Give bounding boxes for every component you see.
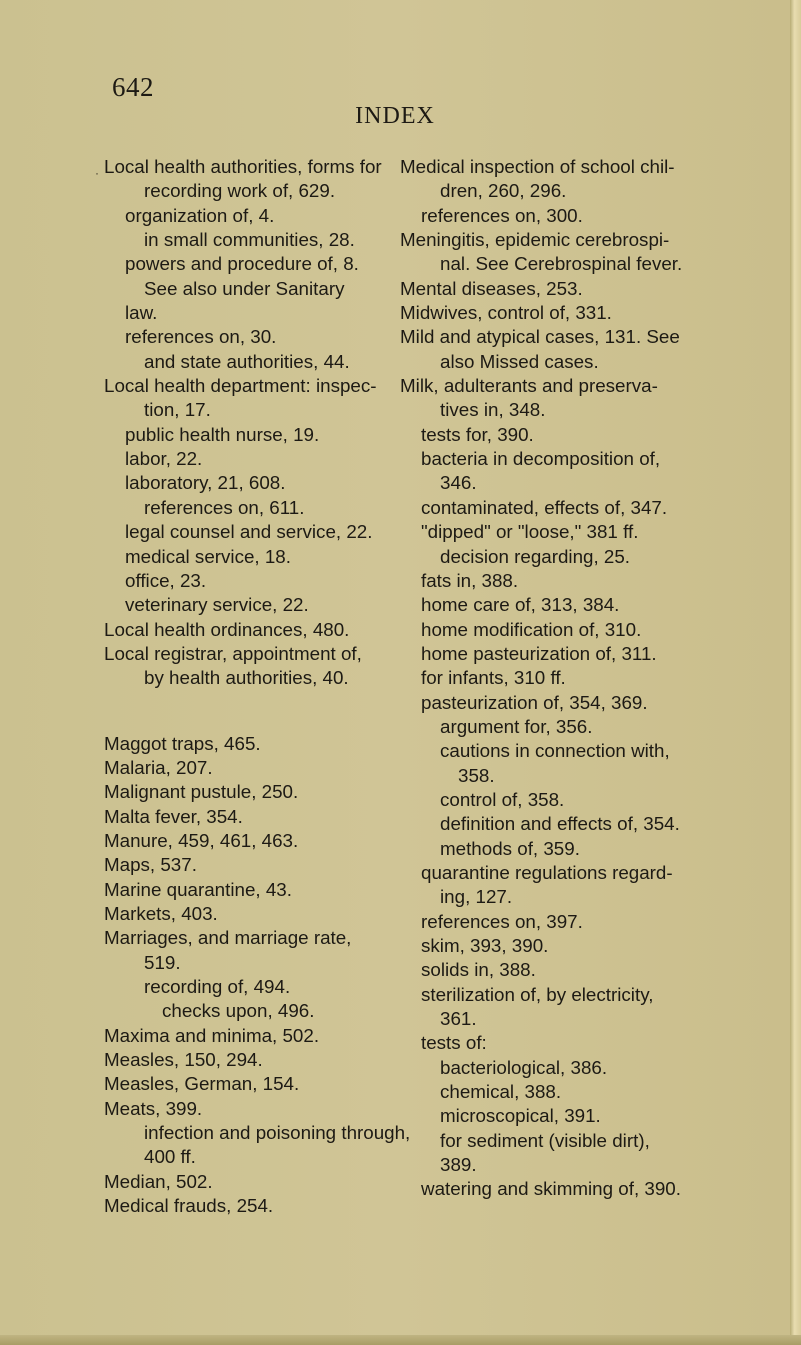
index-entry: Meningitis, epidemic cerebrospi- — [400, 229, 670, 251]
index-subentry: 389. — [440, 1154, 477, 1176]
index-subentry: sterilization of, by electricity, — [421, 983, 654, 1005]
index-subentry: decision regarding, 25. — [440, 545, 631, 567]
index-entry: Midwives, control of, 331. — [400, 302, 612, 324]
index-subentry: labor, 22. — [125, 448, 203, 470]
index-subentry: and state authorities, 44. — [144, 350, 350, 372]
index-subentry: fats in, 388. — [421, 569, 519, 591]
left-column — [104, 155, 411, 1218]
index-entry: Local health ordinances, 480. — [104, 618, 350, 640]
index-subentry: organization of, 4. — [125, 204, 275, 226]
index-entry: Medical inspection of school chil- — [400, 156, 675, 177]
index-subentry: quarantine regulations regard- — [421, 861, 673, 883]
index-subentry: skim, 393, 390. — [421, 935, 549, 956]
margin-mark: · — [95, 166, 99, 180]
index-entry: Marriages, and marriage rate, — [104, 927, 352, 949]
index-entry: Meats, 399. — [104, 1097, 203, 1119]
index-subentry: 358. — [458, 764, 495, 786]
index-subentry: microscopical, 391. — [440, 1105, 601, 1127]
index-subentry: laboratory, 21, 608. — [125, 472, 286, 494]
index-entry: Mental diseases, 253. — [400, 277, 583, 299]
index-subentry: powers and procedure of, 8. — [125, 253, 359, 275]
index-entry: Measles, 150, 294. — [104, 1049, 263, 1071]
index-subentry: pasteurization of, 354, 369. — [421, 691, 648, 713]
index-entry: Local health department: inspec- — [104, 375, 377, 397]
index-entry: Malaria, 207. — [104, 756, 213, 778]
page-number: 642 — [112, 72, 154, 102]
index-subentry: by health authorities, 40. — [144, 667, 349, 689]
index-entry: Measles, German, 154. — [104, 1073, 300, 1095]
index-subentry: 400 ff. — [144, 1146, 196, 1168]
index-entry: Local health authorities, forms for — [104, 156, 382, 177]
right-column — [400, 155, 695, 1202]
index-subentry: See also under Sanitary — [144, 277, 345, 299]
index-subentry: public health nurse, 19. — [125, 423, 320, 445]
index-entry: Malta fever, 354. — [104, 805, 243, 827]
index-subentry: 519. — [144, 951, 181, 973]
index-subentry: "dipped" or "loose," 381 ff. — [421, 521, 639, 543]
index-subentry: dren, 260, 296. — [440, 180, 567, 202]
index-subentry: home care of, 313, 384. — [421, 594, 620, 616]
index-subentry: references on, 30. — [125, 326, 277, 348]
index-entry: Median, 502. — [104, 1170, 213, 1192]
index-subentry: for infants, 310 ff. — [421, 667, 566, 689]
index-subentry: home modification of, 310. — [421, 618, 642, 640]
index-subentry: contaminated, effects of, 347. — [421, 496, 668, 518]
index-subentry: tion, 17. — [144, 399, 211, 421]
index-subentry: recording work of, 629. — [144, 180, 336, 202]
index-entry: Marine quarantine, 43. — [104, 878, 292, 900]
page-heading: INDEX — [355, 103, 435, 129]
index-subentry: veterinary service, 22. — [125, 594, 309, 616]
index-subentry: law. — [125, 302, 158, 324]
index-subentry: definition and effects of, 354. — [440, 813, 680, 835]
index-subentry: tests of: — [421, 1032, 487, 1054]
index-subentry: references on, 300. — [421, 204, 583, 226]
index-subentry: ing, 127. — [440, 886, 513, 908]
index-subentry: home pasteurization of, 311. — [421, 642, 657, 664]
index-subentry: control of, 358. — [440, 788, 565, 810]
index-subentry: tests for, 390. — [421, 423, 534, 445]
index-subentry: also Missed cases. — [440, 350, 599, 372]
index-entry: Markets, 403. — [104, 902, 218, 924]
index-entry: Maxima and minima, 502. — [104, 1024, 320, 1046]
page-edge — [790, 0, 801, 1345]
index-subentry: references on, 611. — [144, 496, 305, 518]
index-entry: Manure, 459, 461, 463. — [104, 829, 299, 851]
index-subentry: nal. See Cerebrospinal fever. — [440, 253, 683, 275]
index-subentry: legal counsel and service, 22. — [125, 521, 373, 543]
index-subentry: 346. — [440, 472, 477, 494]
index-subentry: checks upon, 496. — [162, 1000, 315, 1022]
index-entry: Malignant pustule, 250. — [104, 781, 299, 803]
index-subentry: 361. — [440, 1008, 477, 1030]
index-entry: Local registrar, appointment of, — [104, 642, 362, 664]
index-entry: Milk, adulterants and preserva- — [400, 375, 658, 397]
index-entry: Mild and atypical cases, 131. See — [400, 326, 680, 348]
index-subentry: medical service, 18. — [125, 545, 291, 567]
index-subentry: recording of, 494. — [144, 976, 291, 997]
index-subentry: solids in, 388. — [421, 959, 536, 981]
index-subentry: for sediment (visible dirt), — [440, 1129, 650, 1151]
index-subentry: tives in, 348. — [440, 399, 546, 421]
index-subentry: chemical, 388. — [440, 1081, 562, 1103]
index-subentry: infection and poisoning through, — [144, 1122, 411, 1144]
index-subentry: references on, 397. — [421, 910, 583, 932]
page-bottom-edge — [0, 1335, 801, 1345]
index-entry: Maps, 537. — [104, 854, 197, 876]
index-entry: Medical frauds, 254. — [104, 1195, 274, 1217]
index-subentry: in small communities, 28. — [144, 229, 355, 251]
section-gap — [104, 691, 394, 732]
index-entry: Maggot traps, 465. — [104, 732, 261, 754]
index-subentry: bacteria in decomposition of, — [421, 448, 661, 470]
index-subentry: cautions in connection with, — [440, 740, 670, 762]
index-subentry: office, 23. — [125, 569, 207, 591]
index-subentry: bacteriological, 386. — [440, 1056, 608, 1078]
index-subentry: methods of, 359. — [440, 837, 580, 859]
index-subentry: argument for, 356. — [440, 715, 593, 737]
index-subentry: watering and skimming of, 390. — [421, 1178, 681, 1200]
